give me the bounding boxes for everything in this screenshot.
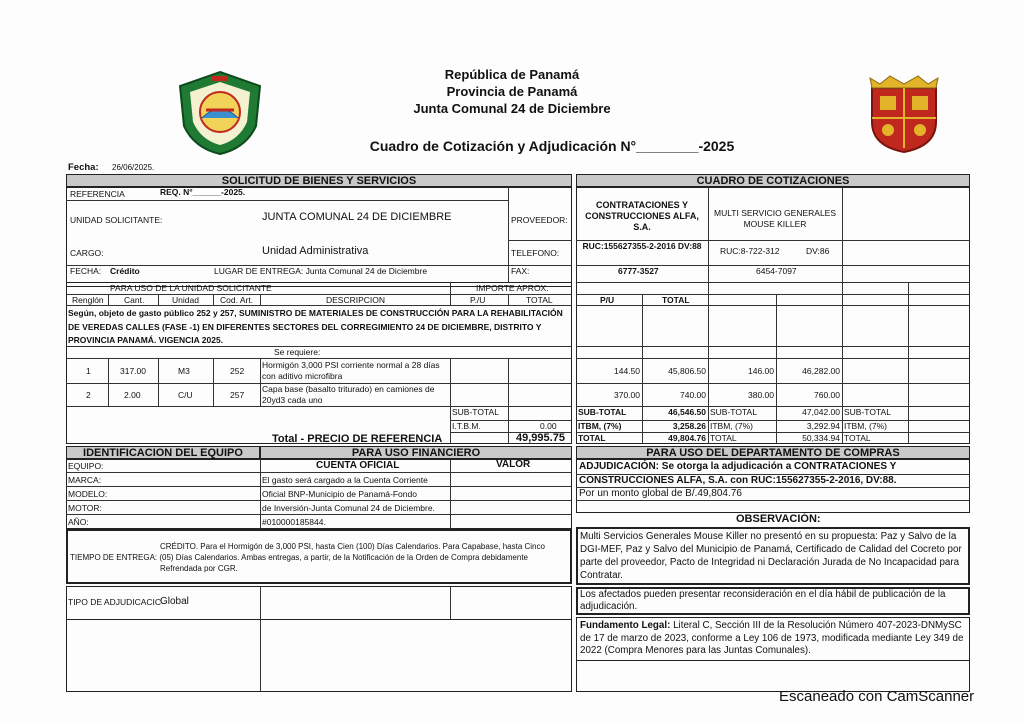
p2-itbm: 3,292.94 [806, 421, 840, 431]
blank-block [66, 620, 572, 692]
row2-cod: 257 [230, 390, 245, 400]
prov1-col-pu: P/U [600, 295, 615, 305]
financiero-band: PARA USO FINANCIERO [260, 446, 572, 459]
p1-subtotal-label: SUB-TOTAL [578, 407, 627, 417]
col-renglon: Renglón [72, 295, 104, 305]
header-line-3: Junta Comunal 24 de Diciembre [413, 101, 611, 116]
compras-band: PARA USO DEL DEPARTAMENTO DE COMPRAS [576, 446, 970, 459]
col-pu: P./U [470, 295, 486, 305]
p2-row2-pu: 380.00 [748, 390, 774, 400]
objeto-line-1: Según, objeto de gasto público 252 y 257, SUMINISTRO DE MATERIALES DE CONSTRUCCIÓN PARA LA REHABILITACIÓN [68, 308, 563, 318]
observacion-label: OBSERVACIÓN: [736, 513, 821, 525]
p2-subtotal-label: SUB-TOTAL [710, 407, 757, 417]
motor-label: MOTOR: [68, 503, 102, 513]
col-descripcion: DESCRIPCION [326, 295, 386, 305]
credito-line-3: Refrendada por CGR. [160, 564, 238, 573]
observacion-2: Los afectados pueden presentar reconsideración en el día hábil de publicación de la adjudicación. [580, 589, 946, 612]
observacion-1: Multi Servicios Generales Mouse Killer no presentó en su propuesta: Paz y Salvo de la DGI-MEF, Paz y Salvo del Municipio de Panamá, Certificado de Calidad del Cocreto por parte del proveedor, Pacto de Integridad ni Declaración Jurada de No Incapacidad para Contratar. [580, 531, 962, 581]
cuenta-line-1: El gasto será cargado a la Cuenta Corriente [262, 475, 428, 485]
prov2-dv: DV:86 [806, 246, 830, 256]
equipo-label: EQUIPO: [68, 461, 104, 471]
tipo-label: TIPO DE ADJUDICACIC [68, 597, 162, 607]
p1-row1-total: 45,806.50 [668, 366, 706, 376]
modelo-label: MODELO: [68, 489, 108, 499]
cuenta-line-2: Oficial BNP-Municipio de Panamá-Fondo [262, 489, 417, 499]
prov2-phone: 6454-7097 [756, 266, 797, 276]
p1-row2-pu: 370.00 [614, 390, 640, 400]
p2-total: 50,334.94 [802, 433, 840, 443]
row2-renglon: 2 [86, 390, 91, 400]
p3-itbm-label: ITBM, (7%) [844, 421, 887, 431]
p2-itbm-label: ITBM, (7%) [710, 421, 753, 431]
document-title: Cuadro de Cotización y Adjudicación N°________-2025 [369, 138, 735, 154]
p2-total-label: TOTAL [710, 433, 737, 443]
col-cant: Cant. [124, 295, 145, 305]
unidad-label: UNIDAD SOLICITANTE: [70, 215, 163, 225]
prov2-name: MULTI SERVICIO GENERALES MOUSE KILLER [713, 208, 837, 229]
p1-itbm-label: ITBM, (7%) [578, 421, 622, 431]
marca-label: MARCA: [68, 475, 102, 485]
fundamento-text: Literal C, Sección III de la Resolución Número 407-2023-DNMySC de 17 de marzo de 2023, conforme a Ley 106 de 1973, modificada mediante Ley 349 de 2022 (Compra Menores para las Juntas Comunales). [580, 620, 964, 656]
adjudicacion-line-3: Por un monto global de B/.49,804.76 [579, 488, 742, 499]
row1-cant: 317.00 [120, 366, 146, 376]
row2-desc: Capa base (basalto triturado) en camiones de 20yd3 cada uno [262, 384, 435, 405]
p1-subtotal: 46,546.50 [668, 407, 706, 417]
camscanner-watermark: Escaneado con CamScanner [779, 688, 975, 705]
valor-label: VALOR [496, 459, 531, 470]
subtotal-label-left: SUB-TOTAL [452, 407, 499, 417]
proveedor-label: PROVEEDOR: [511, 215, 568, 225]
p2-row1-total: 46,282.00 [802, 366, 840, 376]
cuenta-line-4: #010000185844. [262, 517, 326, 527]
prov1-ruc: RUC:155627355-2-2016 DV:88 [582, 241, 702, 251]
referencia-label: REFERENCIA [70, 189, 125, 199]
itbm-label-left: I.T.B.M. [452, 421, 481, 431]
p3-subtotal-label: SUB-TOTAL [844, 407, 891, 417]
unidad-value: JUNTA COMUNAL 24 DE DICIEMBRE [262, 211, 452, 223]
total-referencia-label: Total - PRECIO DE REFERENCIA [272, 433, 443, 445]
p1-row2-total: 740.00 [680, 390, 706, 400]
fecha-solicitud-label: FECHA: [70, 266, 102, 276]
prov1-col-total: TOTAL [662, 295, 690, 305]
fecha-value: 26/06/2025. [112, 163, 155, 172]
req-number: REQ. N°______-2025. [160, 187, 246, 197]
col-cod: Cod. Art. [220, 295, 254, 305]
col-total: TOTAL [526, 295, 553, 305]
prov1-name: CONTRATACIONES Y CONSTRUCCIONES ALFA, S.A. [585, 200, 699, 232]
cotizaciones-band: CUADRO DE COTIZACIONES [576, 174, 970, 187]
solicitud-band: SOLICITUD DE BIENES Y SERVICIOS [66, 174, 572, 187]
col-unidad: Unidad [172, 295, 199, 305]
cuenta-oficial-label: CUENTA OFICIAL [316, 460, 400, 471]
uso-unidad-label: PARA USO DE LA UNIDAD SOLICITANTE [110, 283, 272, 293]
objeto-line-2: DE VEREDAS CALLES (FASE -1) EN DIFERENTES SECTORES DEL CORREGIMIENTO 24 DE DICIEMBRE, DISTRITO Y [68, 322, 542, 332]
cargo-value: Unidad Administrativa [262, 245, 369, 257]
adjudicacion-line-1: ADJUDICACIÓN: Se otorga la adjudicación a CONTRATACIONES Y [579, 461, 897, 472]
lugar-entrega: LUGAR DE ENTREGA: Junta Comunal 24 de Diciembre [214, 266, 428, 276]
fundamento-legal [580, 620, 964, 658]
fax-label: FAX: [511, 266, 530, 276]
header-line-1: República de Panamá [444, 67, 580, 82]
credito-line-2: TIEMPO DE ENTREGA: (05) Días Calendarios. Ambas entregas, a partir, de la Notificación de la Orden de Compra debidamente [70, 553, 528, 562]
p2-row2-total: 760.00 [814, 390, 840, 400]
anio-label: AÑO: [68, 517, 89, 527]
fundamento-label: Fundamento Legal: [580, 620, 671, 631]
row2-cant: 2.00 [124, 390, 141, 400]
p1-row1-pu: 144.50 [614, 366, 640, 376]
row2-unidad: C/U [178, 390, 193, 400]
row1-desc: Hormigón 3,000 PSI corriente normal a 28 días con aditivo microfibra [262, 360, 440, 381]
objeto-line-3: PROVINCIA PANAMÁ. VIGENCIA 2025. [68, 335, 224, 345]
itbm-value-left: 0.00 [540, 421, 557, 431]
p2-subtotal: 47,042.00 [802, 407, 840, 417]
row1-renglon: 1 [86, 366, 91, 376]
equipo-band: IDENTIFICACION DEL EQUIPO [66, 446, 260, 459]
prov2-ruc: RUC:8-722-312 [720, 246, 780, 256]
prov1-phone: 6777-3527 [618, 266, 659, 276]
p1-total-label: TOTAL [578, 433, 606, 443]
credito-line-1: CRÉDITO. Para el Hormigón de 3,000 PSI, hasta Cien (100) Días Calendarios. Para Capabase, hasta Cinco [160, 542, 545, 551]
cuenta-line-3: de Inversión-Junta Comunal 24 de Diciembre. [262, 503, 435, 513]
cargo-label: CARGO: [70, 248, 104, 258]
row1-unidad: M3 [178, 366, 190, 376]
row1-cod: 252 [230, 366, 245, 376]
fecha-solicitud-value: Crédito [110, 266, 140, 276]
header-line-2: Provincia de Panamá [446, 84, 578, 99]
p3-total-label: TOTAL [844, 433, 871, 443]
importe-label: IMPORTE APROX. [476, 283, 549, 293]
p1-itbm: 3,258.26 [672, 421, 706, 431]
tipo-value: Global [160, 596, 189, 607]
adjudicacion-line-2: CONSTRUCCIONES ALFA, S.A. con RUC:155627355-2-2016, DV:88. [579, 475, 897, 486]
p2-row1-pu: 146.00 [748, 366, 774, 376]
total-referencia-value: 49,995.75 [516, 432, 565, 444]
se-requiere: Se requiere: [274, 347, 321, 357]
fecha-label: Fecha: [68, 162, 99, 173]
telefono-label: TELEFONO: [511, 248, 560, 258]
p1-total: 49,804.76 [668, 433, 706, 443]
